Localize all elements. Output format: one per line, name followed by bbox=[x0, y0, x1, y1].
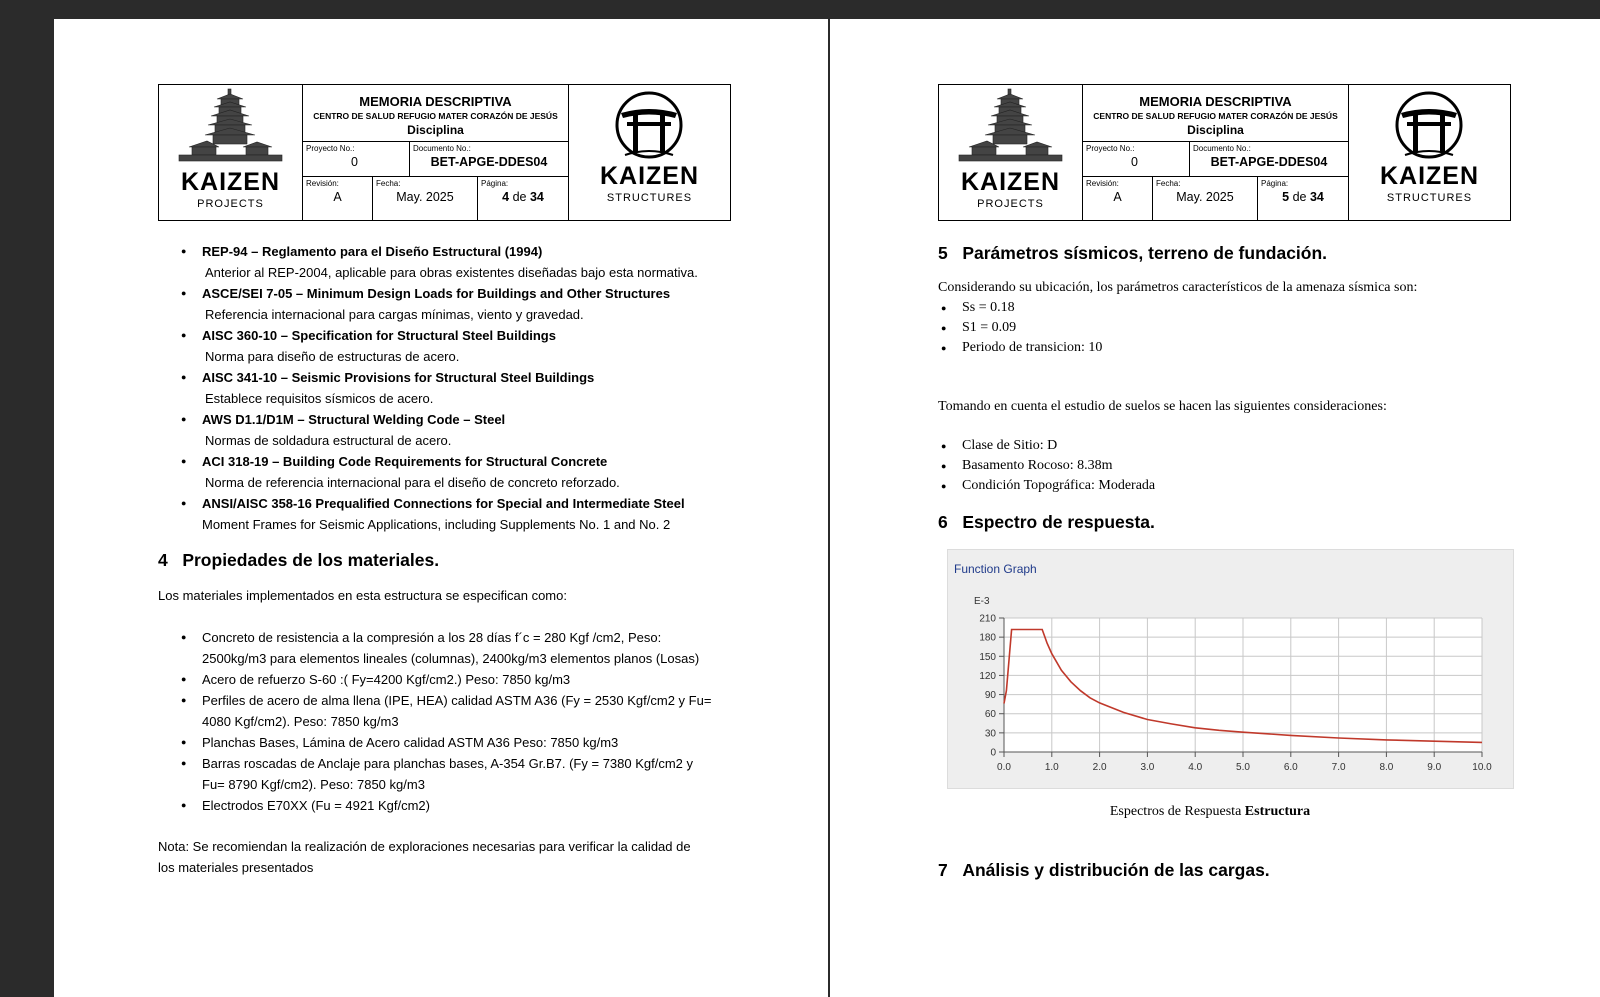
date-cell: Fecha: May. 2025 bbox=[1153, 177, 1258, 220]
chart-panel-title: Function Graph bbox=[954, 562, 1037, 576]
kaizen-projects-logo bbox=[939, 85, 1083, 220]
soil-intro: Tomando en cuenta el estudio de suelos se hacen las siguientes consideraciones: bbox=[938, 399, 1387, 414]
list-item: ● Condición Topográfica: Moderada bbox=[941, 476, 1155, 496]
section-7-heading: 7 Análisis y distribución de las cargas. bbox=[938, 860, 1270, 880]
section-4-heading: 4 Propiedades de los materiales. bbox=[158, 550, 440, 570]
x-tick-label: 6.0 bbox=[1283, 762, 1298, 773]
pagoda-icon bbox=[939, 85, 1082, 165]
brand-right: KAIZEN bbox=[1379, 162, 1480, 190]
brand-right-sub: STRUCTURES bbox=[1386, 192, 1473, 204]
x-tick-label: 10.0 bbox=[1472, 762, 1492, 773]
list-item: ● AISC 360-10 – Specification for Structural Steel Buildings Norma para diseño de estructuras de acero. bbox=[181, 325, 801, 367]
x-tick-label: 8.0 bbox=[1379, 762, 1394, 773]
list-item: ● AISC 341-10 – Seismic Provisions for Structural Steel Buildings Establece requisitos sísmicos de acero. bbox=[181, 367, 801, 409]
doc-title: MEMORIA DESCRIPTIVA bbox=[359, 94, 512, 109]
section-4-intro: Los materiales implementados en esta estructura se especifican como: bbox=[158, 588, 567, 603]
y-tick-label: 120 bbox=[979, 670, 996, 682]
section-5-intro: Considerando su ubicación, los parámetros característicos de la amenaza sísmica son: bbox=[938, 280, 1418, 295]
list-item: ● Ss = 0.18 bbox=[941, 298, 1102, 318]
x-tick-label: 0.0 bbox=[997, 762, 1011, 773]
brand-left: KAIZEN bbox=[180, 168, 281, 196]
soil-list bbox=[941, 436, 1155, 496]
project-name: CENTRO DE SALUD REFUGIO MATER CORAZÓN DE JESÚS bbox=[313, 111, 558, 121]
x-tick-label: 7.0 bbox=[1331, 762, 1346, 773]
document-header bbox=[938, 84, 1511, 221]
list-item: ● REP-94 – Reglamento para el Diseño Estructural (1994) Anterior al REP-2004, aplicable para obras existentes diseñadas bajo esta normativa. bbox=[181, 241, 801, 283]
x-tick-label: 3.0 bbox=[1140, 762, 1155, 773]
page-5[interactable] bbox=[830, 19, 1600, 997]
project-name: CENTRO DE SALUD REFUGIO MATER CORAZÓN DE JESÚS bbox=[1093, 111, 1338, 121]
brand-right: KAIZEN bbox=[599, 162, 700, 190]
list-item: ● Periodo de transicion: 10 bbox=[941, 338, 1102, 358]
list-item: ● Clase de Sitio: D bbox=[941, 436, 1155, 456]
x-tick-label: 5.0 bbox=[1236, 762, 1250, 773]
norms-list bbox=[181, 241, 801, 535]
document-no-cell: Documento No.: BET-APGE-DDES04 bbox=[413, 144, 548, 169]
document-no-cell: Documento No.: BET-APGE-DDES04 bbox=[1193, 144, 1328, 169]
materials-note: Nota: Se recomiendan la realización de exploraciones necesarias para verificar la calidad de los materiales presentados bbox=[158, 839, 691, 875]
list-item: ● S1 = 0.09 bbox=[941, 318, 1102, 338]
x-tick-label: 9.0 bbox=[1427, 762, 1442, 773]
pagoda-icon bbox=[159, 85, 302, 165]
y-tick-label: 30 bbox=[984, 728, 996, 740]
list-item: ● Barras roscadas de Anclaje para planchas bases, A-354 Gr.B7. (Fy = 7380 Kgf/cm2 y Fu= 8790 Kgf/cm2). Peso: 7850 kg/m3 bbox=[181, 753, 791, 795]
brand-left: KAIZEN bbox=[960, 168, 1061, 196]
torii-gate-icon bbox=[569, 85, 730, 161]
list-item: ● Concreto de resistencia a la compresión a los 28 días f´c = 280 Kgf /cm2, Peso: 2500kg/m3 para elementos lineales (columnas), 2400kg/m3 elementos planos (Losas) bbox=[181, 627, 791, 669]
document-header bbox=[158, 84, 731, 221]
kaizen-projects-logo bbox=[159, 85, 303, 220]
revision-cell: Revisión: A bbox=[1083, 177, 1153, 220]
spectrum-plot bbox=[948, 550, 1513, 788]
revision-cell: Revisión: A bbox=[303, 177, 373, 220]
list-item: ● ACI 318-19 – Building Code Requirements for Structural Concrete Norma de referencia internacional para el diseño de concreto reforzado. bbox=[181, 451, 801, 493]
brand-left-sub: PROJECTS bbox=[977, 198, 1044, 210]
discipline-label: Disciplina bbox=[1187, 123, 1244, 137]
x-tick-label: 2.0 bbox=[1092, 762, 1107, 773]
kaizen-structures-logo bbox=[569, 85, 730, 220]
page-4[interactable] bbox=[54, 19, 828, 997]
y-tick-label: 60 bbox=[984, 709, 996, 721]
list-item: ● Acero de refuerzo S-60 :( Fy=4200 Kgf/cm2.) Peso: 7850 kg/m3 bbox=[181, 669, 791, 690]
list-item: ● Basamento Rocoso: 8.38m bbox=[941, 456, 1155, 476]
section-6-heading: 6 Espectro de respuesta. bbox=[938, 512, 1155, 532]
x-tick-label: 1.0 bbox=[1044, 762, 1059, 773]
list-item: ● ANSI/AISC 358-16 Prequalified Connections for Special and Intermediate Steel Moment Frames for Seismic Applications, including Supplements No. 1 and No. 2 bbox=[181, 493, 801, 535]
doc-title: MEMORIA DESCRIPTIVA bbox=[1139, 94, 1292, 109]
brand-right-sub: STRUCTURES bbox=[606, 192, 693, 204]
chart-caption: Espectros de Respuesta Estructura bbox=[1109, 804, 1311, 819]
viewer-top-bar bbox=[53, 0, 1600, 19]
page-cell: Página: 5 de 34 bbox=[1261, 179, 1324, 204]
y-tick-label: 150 bbox=[979, 651, 996, 663]
project-no-cell: Proyecto No.: 0 bbox=[1083, 142, 1190, 176]
list-item: ● Perfiles de acero de alma llena (IPE, HEA) calidad ASTM A36 (Fy = 2530 Kgf/cm2 y Fu= 4080 Kgf/cm2). Peso: 7850 kg/m3 bbox=[181, 690, 791, 732]
x-tick-label: 4.0 bbox=[1188, 762, 1203, 773]
torii-gate-icon bbox=[1349, 85, 1510, 161]
materials-list bbox=[181, 627, 791, 816]
section-5-heading: 5 Parámetros sísmicos, terreno de fundación. bbox=[938, 243, 1328, 263]
kaizen-structures-logo bbox=[1349, 85, 1510, 220]
response-spectrum-chart bbox=[947, 549, 1514, 789]
y-tick-label: 180 bbox=[979, 632, 996, 644]
y-tick-label: 90 bbox=[984, 690, 996, 702]
list-item: ● Electrodos E70XX (Fu = 4921 Kgf/cm2) bbox=[181, 795, 791, 816]
y-multiplier-label: E-3 bbox=[974, 596, 990, 607]
list-item: ● AWS D1.1/D1M – Structural Welding Code – Steel Normas de soldadura estructural de acero. bbox=[181, 409, 801, 451]
y-tick-label: 0 bbox=[990, 747, 996, 759]
date-cell: Fecha: May. 2025 bbox=[373, 177, 478, 220]
list-item: ● ASCE/SEI 7-05 – Minimum Design Loads for Buildings and Other Structures Referencia internacional para cargas mínimas, viento y gravedad. bbox=[181, 283, 801, 325]
y-tick-label: 210 bbox=[979, 613, 996, 625]
discipline-label: Disciplina bbox=[407, 123, 464, 137]
seismic-params-list bbox=[941, 298, 1102, 358]
brand-left-sub: PROJECTS bbox=[197, 198, 264, 210]
page-cell: Página: 4 de 34 bbox=[481, 179, 544, 204]
project-no-cell: Proyecto No.: 0 bbox=[303, 142, 410, 176]
list-item: ● Planchas Bases, Lámina de Acero calidad ASTM A36 Peso: 7850 kg/m3 bbox=[181, 732, 791, 753]
